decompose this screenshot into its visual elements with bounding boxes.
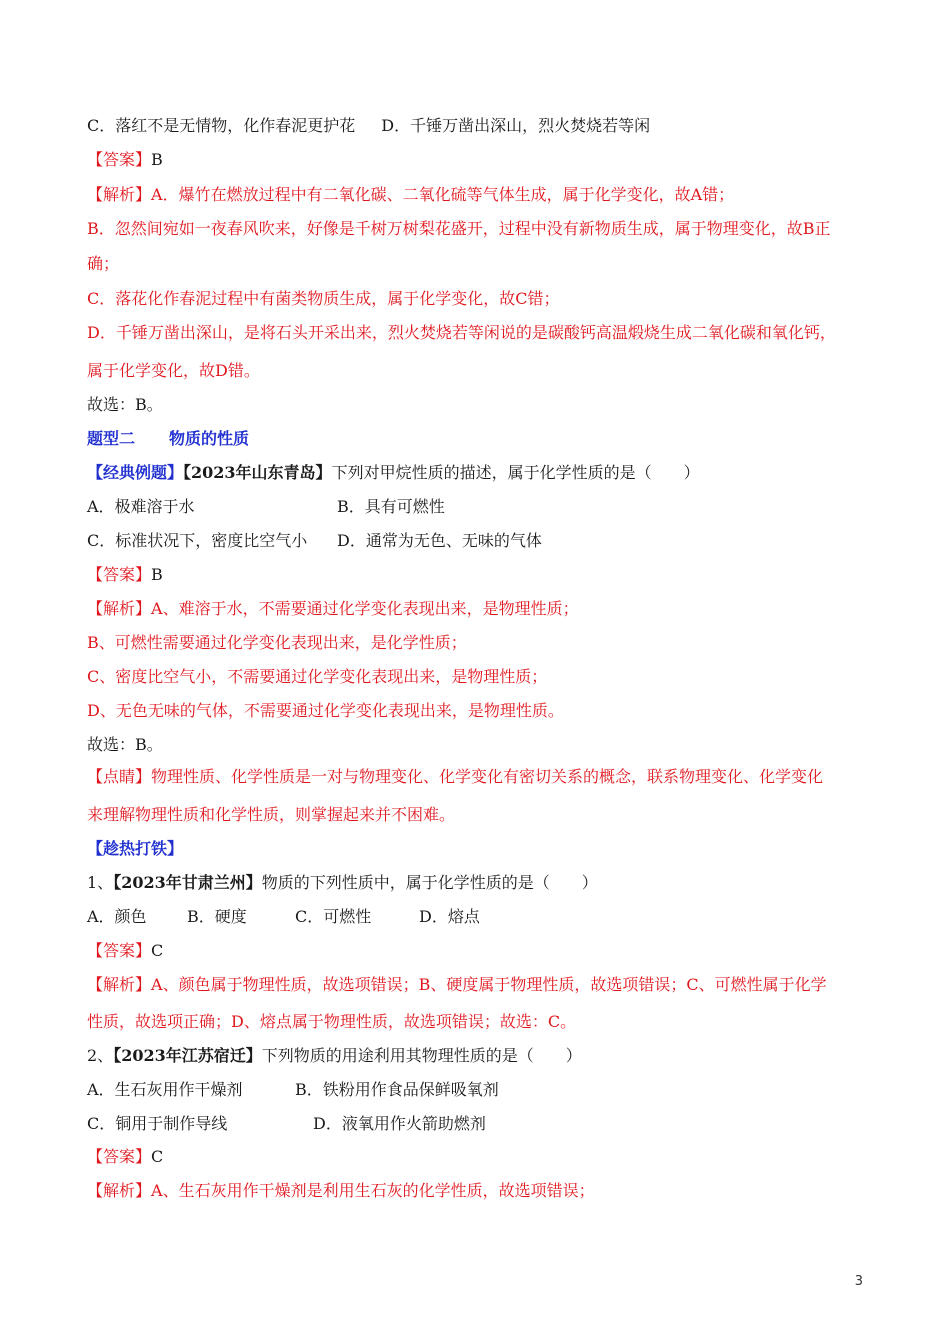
answer-tag: 【答案】 (87, 1147, 152, 1166)
answer-value: B (151, 150, 163, 169)
practice-q1-options (87, 907, 870, 927)
q1-source: 【2023年甘肃兰州】 (113, 873, 262, 892)
q2-option-a: A．生石灰用作干燥剂 (87, 1080, 243, 1099)
page-number: 3 (854, 1274, 863, 1289)
example-tag: 【经典例题】 (87, 463, 184, 482)
example-stem-line (87, 463, 870, 483)
example-stem: 下列对甲烷性质的描述，属于化学性质的是（ ） (331, 463, 700, 482)
q1-number: 1、 (87, 873, 114, 892)
practice-q1-analysis-1 (87, 975, 870, 995)
practice-q2-options-ab (87, 1080, 870, 1100)
prev-choose: 故选：B。 (87, 395, 163, 414)
q1-option-d: D．熔点 (419, 907, 480, 926)
example-analysis-b: B、可燃性需要通过化学变化表现出来，是化学性质； (87, 633, 467, 652)
practice-q2-answer (87, 1147, 870, 1167)
q2-number: 2、 (87, 1046, 114, 1065)
section-title-a: 题型二 (87, 429, 136, 448)
practice-heading: 【趁热打铁】 (87, 839, 184, 858)
example-answer (87, 565, 870, 585)
answer-tag: 【答案】 (87, 565, 152, 584)
analysis-text: A、难溶于水，不需要通过化学变化表现出来，是物理性质； (151, 599, 579, 618)
practice-q2-stem-line (87, 1046, 870, 1066)
practice-q1-answer (87, 941, 870, 961)
answer-value: C (151, 1147, 164, 1166)
prev-analysis-c: C．落花化作春泥过程中有菌类物质生成，属于化学变化，故C错； (87, 289, 560, 308)
analysis-text: A．爆竹在燃放过程中有二氧化碳、二氧化硫等气体生成，属于化学变化，故A错； (151, 185, 735, 204)
prev-option-c: C．落红不是无情物，化作春泥更护花 (87, 116, 356, 135)
example-tip-2: 来理解物理性质和化学性质，则掌握起来并不困难。 (87, 805, 456, 824)
example-analysis-d: D、无色无味的气体，不需要通过化学变化表现出来，是物理性质。 (87, 701, 564, 720)
analysis-tag: 【解析】 (87, 599, 152, 618)
q1-option-c: C．可燃性 (295, 907, 372, 926)
example-option-a: A．极难溶于水 (87, 497, 195, 516)
example-options-ab (87, 497, 870, 517)
q2-source: 【2023年江苏宿迁】 (113, 1046, 262, 1065)
analysis-text: A、颜色属于物理性质，故选项错误；B、硬度属于物理性质，故选项错误；C、可燃性属于化学 (151, 975, 827, 994)
answer-value: B (151, 565, 163, 584)
example-analysis-c: C、密度比空气小，不需要通过化学变化表现出来，是物理性质； (87, 667, 548, 686)
example-option-d: D．通常为无色、无味的气体 (337, 531, 542, 550)
prev-option-d: D．千锤万凿出深山，烈火焚烧若等闲 (381, 116, 651, 135)
prev-analysis-b2: 确； (87, 254, 120, 273)
answer-tag: 【答案】 (87, 941, 152, 960)
prev-analysis-b1: B．忽然间宛如一夜春风吹来，好像是千树万树梨花盛开，过程中没有新物质生成，属于物理变化，故B正 (87, 219, 831, 238)
section-title-b: 物质的性质 (169, 429, 250, 448)
practice-q2-analysis-a (87, 1181, 870, 1201)
prev-analysis-d1: D．千锤万凿出深山，是将石头开采出来，烈火焚烧若等闲说的是碳酸钙高温煅烧生成二氧化碳和氧化钙， (87, 323, 836, 342)
section-title (87, 429, 870, 449)
analysis-tag: 【解析】 (87, 1181, 152, 1200)
q1-option-a: A．颜色 (87, 907, 147, 926)
tip-text: 物理性质、化学性质是一对与物理变化、化学变化有密切关系的概念，联系物理变化、化学变化 (151, 767, 824, 786)
analysis-text: A、生石灰用作干燥剂是利用生石灰的化学性质，故选项错误； (151, 1181, 595, 1200)
q2-stem: 下列物质的用途利用其物理性质的是（ ） (261, 1046, 582, 1065)
example-options-cd (87, 531, 870, 551)
tip-tag: 【点睛】 (87, 767, 152, 786)
practice-q2-options-cd (87, 1114, 870, 1134)
prev-options-cd (87, 116, 870, 136)
example-choose: 故选：B。 (87, 735, 163, 754)
prev-analysis-d2: 属于化学变化，故D错。 (87, 361, 260, 380)
example-option-c: C．标准状况下，密度比空气小 (87, 531, 308, 550)
answer-value: C (151, 941, 164, 960)
q2-option-b: B．铁粉用作食品保鲜吸氧剂 (295, 1080, 499, 1099)
q2-option-c: C．铜用于制作导线 (87, 1114, 228, 1133)
analysis-tag: 【解析】 (87, 185, 152, 204)
example-option-b: B．具有可燃性 (337, 497, 445, 516)
practice-q1-stem-line (87, 873, 870, 893)
practice-q1-analysis-2: 性质，故选项正确；D、熔点属于物理性质，故选项错误；故选：C。 (87, 1012, 577, 1031)
q1-option-b: B．硬度 (187, 907, 247, 926)
example-tip-1 (87, 767, 870, 787)
q1-stem: 物质的下列性质中，属于化学性质的是（ ） (261, 873, 598, 892)
prev-analysis-a (87, 185, 870, 205)
q2-option-d: D．液氧用作火箭助燃剂 (313, 1114, 486, 1133)
example-source: 【2023年山东青岛】 (183, 463, 332, 482)
example-analysis-a (87, 599, 870, 619)
answer-tag: 【答案】 (87, 150, 152, 169)
prev-answer (87, 150, 870, 170)
analysis-tag: 【解析】 (87, 975, 152, 994)
